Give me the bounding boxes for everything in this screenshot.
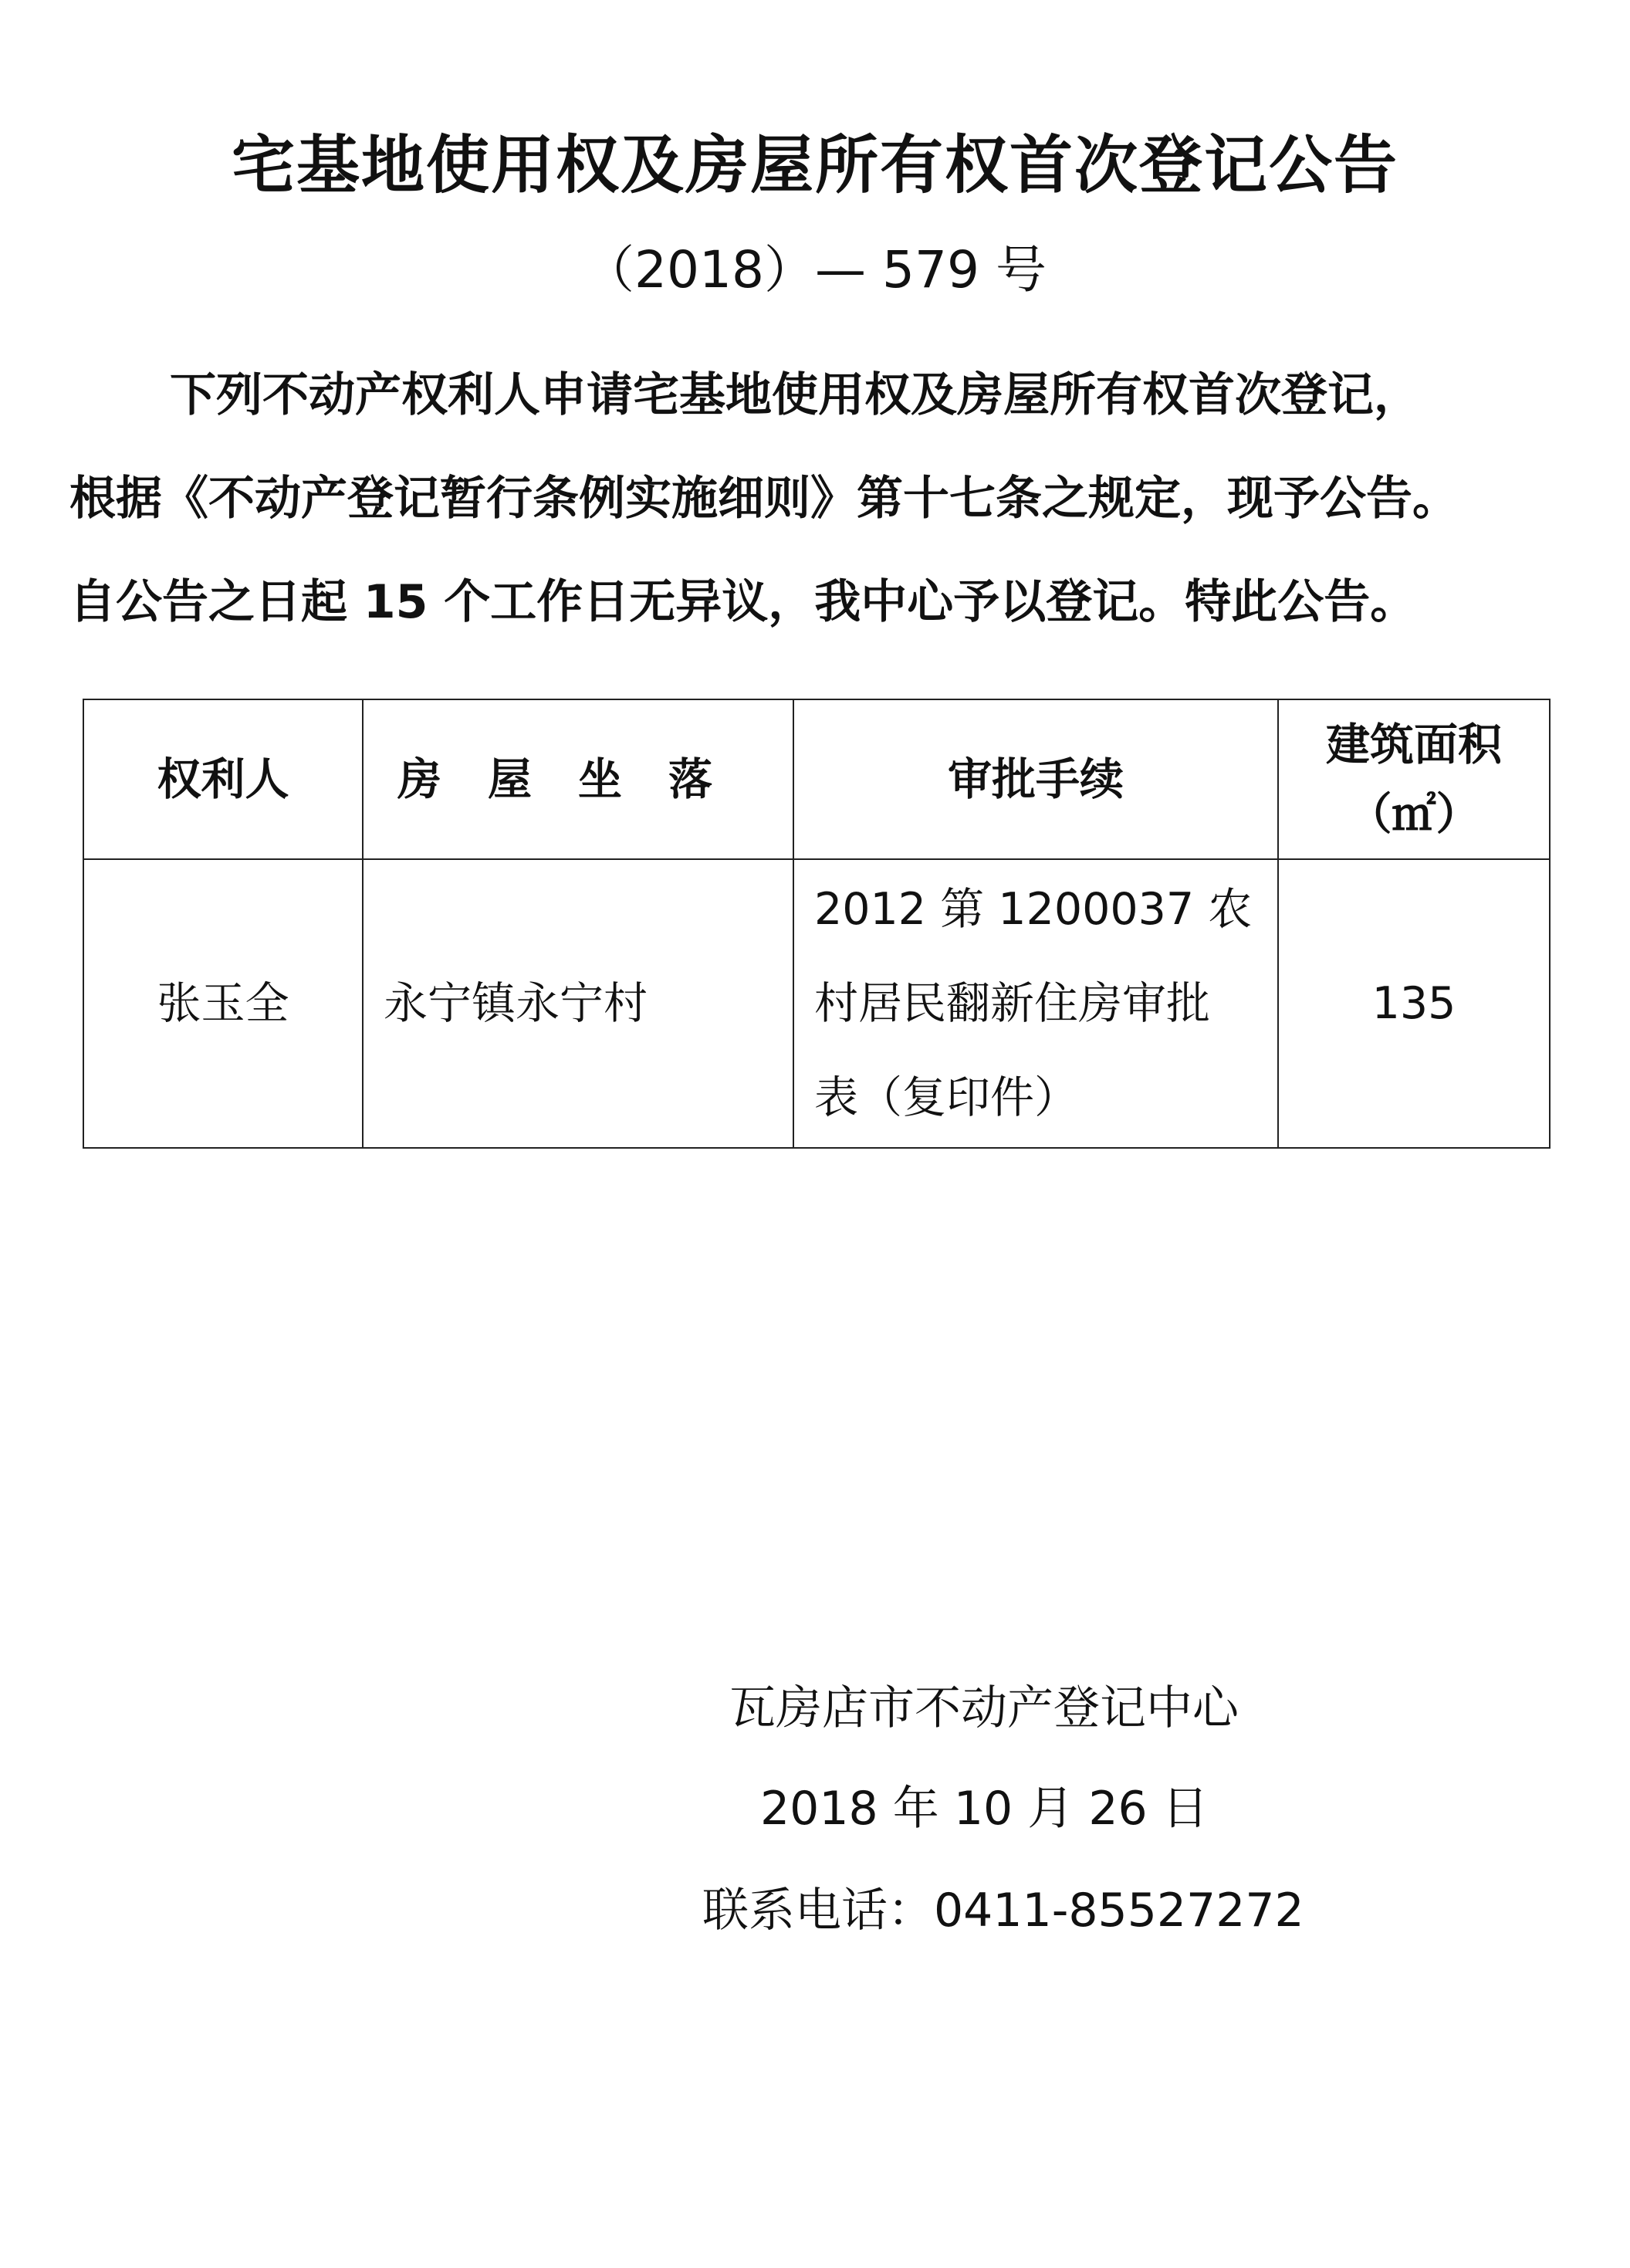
intro-line-1: 下列不动产权利人申请宅基地使用权及房屋所有权首次登记， bbox=[170, 368, 1420, 422]
approval-line-1: 2012 第 1200037 农 bbox=[814, 884, 1253, 935]
cell-approval bbox=[793, 859, 1278, 1148]
header-area-unit: （㎡） bbox=[1348, 788, 1480, 840]
header-area-label: 建筑面积 bbox=[1326, 719, 1502, 770]
table-row bbox=[83, 859, 1550, 1148]
registration-table bbox=[83, 699, 1551, 1149]
intro-line-2: 根据《不动产登记暂行条例实施细则》第十七条之规定，现予公告。 bbox=[69, 472, 1459, 526]
cell-area: 135 bbox=[1278, 859, 1550, 1148]
header-area bbox=[1278, 699, 1550, 859]
header-holder: 权利人 bbox=[83, 699, 363, 859]
notice-title: 宅基地使用权及房屋所有权首次登记公告 bbox=[231, 129, 1398, 202]
header-location: 房屋坐落 bbox=[363, 699, 793, 859]
document-number: （2018）— 579 号 bbox=[583, 240, 1047, 300]
approval-line-3: 表（复印件） bbox=[814, 1072, 1078, 1123]
issuing-organization: 瓦房店市不动产登记中心 bbox=[729, 1681, 1239, 1735]
issue-date: 2018 年 10 月 26 日 bbox=[760, 1782, 1209, 1836]
cell-location: 永宁镇永宁村 bbox=[363, 859, 793, 1148]
header-approval: 审批手续 bbox=[793, 699, 1278, 859]
approval-line-2: 村居民翻新住房审批 bbox=[814, 978, 1210, 1029]
intro-paragraph bbox=[69, 344, 1605, 654]
contact-phone: 联系电话：0411-85527272 bbox=[702, 1884, 1304, 1938]
table-header-row bbox=[83, 699, 1550, 859]
cell-holder: 张玉全 bbox=[83, 859, 363, 1148]
intro-line-3: 自公告之日起 15 个工作日无异议，我中心予以登记。特此公告。 bbox=[69, 575, 1417, 629]
